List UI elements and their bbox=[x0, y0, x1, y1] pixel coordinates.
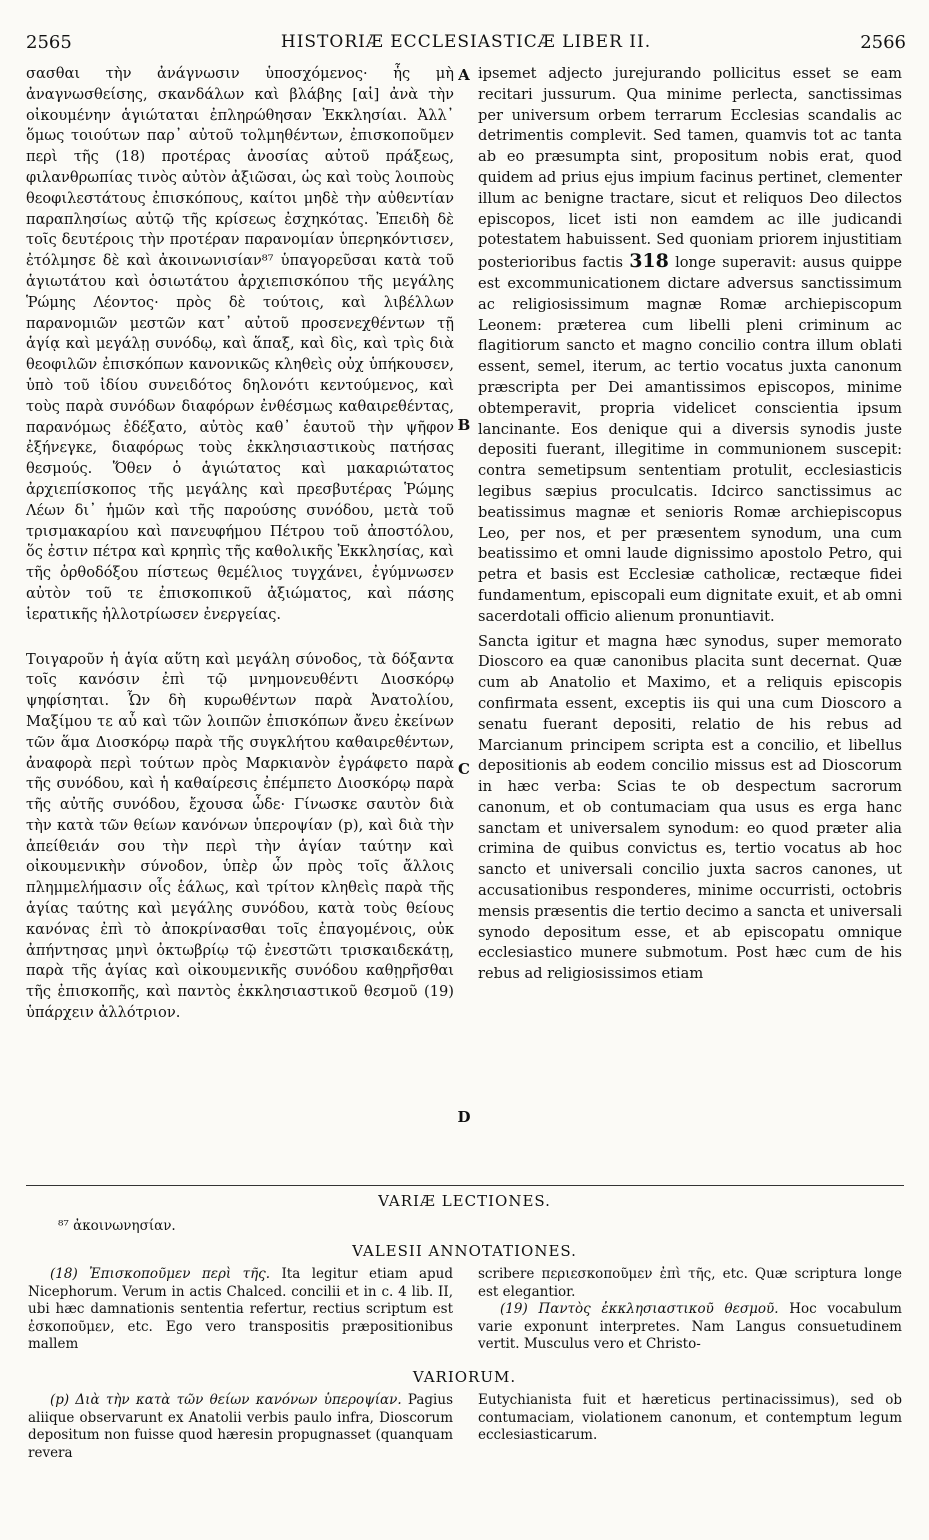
valesii-left-lemma: (18) Ἐπισκοποῦμεν περὶ τῆς. bbox=[50, 1266, 271, 1282]
page-number-right: 2566 bbox=[860, 32, 906, 53]
page-header bbox=[26, 32, 906, 58]
valesii-right-text1: scribere περιεσκοποῦμεν ἐπὶ τῆς, etc. Quæ scriptura longe est elegantior. bbox=[478, 1266, 902, 1300]
valesii-right-lemma: (19) Παντὸς ἐκκλησιαστικοῦ θεσμοῦ. bbox=[500, 1301, 779, 1318]
valesii-right-text2: Hoc vocabulum varie exponunt interpretes. Nam Langus consuetudinem vertit. Musculus vero et Christo- bbox=[478, 1301, 902, 1353]
margin-marker-c: C bbox=[458, 760, 470, 778]
variorum-left-lemma: (p) Διὰ τὴν κατὰ τῶν θείων κανόνων ὑπεροψίαν. bbox=[50, 1392, 402, 1408]
variorum-right-text: Eutychianista fuit et hæreticus pertinacissimus), sed ob contumaciam, violationem canonum, et contemptum legum ecclesiasticarum. bbox=[478, 1392, 902, 1444]
variorum-left-text: Pagius aliique observarunt ex Anatolii verbis paulo infra, Dioscorum depositum non fuisse quod hæresin propugnasset (quanquam revera bbox=[28, 1392, 453, 1461]
latin-p1-after: longe superavit: ausus quippe est excommunicationem dictare adversus sanctissimum ac religiosissimum magnæ Romæ archiepiscopum Leonem: præterea cum libelli pleni criminum ac flagitiorum sancto et magno concilio contra illum oblati essent, semel, iterum, ac tertio vocatus juxta canonum præscripta per Dei amantissimos episcopos, minime obtemperavit, propria videlicet conscientia ipsum lancinante. Eos denique qui a diversis synodis juste depositi fuerant, illegitime in communionem suscepit: contra semetipsum sententiam protulit, ecclesiasticis legibus sæpius proculcatis. Idcirco sanctissimus ac beatissimus magnæ et senioris Romæ archiepiscopus Leo, per nos, et per præsentem synodum, una cum beatissimo et omni laude dignissimo apostolo Petro, qui petra et basis est Ecclesiæ catholicæ, rectæque fidei fundamentum, episcopali eum dignitate exuit, et ab omni sacerdotali officio alienum pronuntiavit. bbox=[478, 254, 903, 625]
variae-lectiones-title: VARIÆ LECTIONES. bbox=[378, 1192, 551, 1210]
greek-column bbox=[26, 64, 454, 1024]
valesii-right-note bbox=[478, 1266, 902, 1354]
page-reference-number: 318 bbox=[629, 250, 669, 273]
running-title: HISTORIÆ ECCLESIASTICÆ LIBER II. bbox=[280, 32, 652, 52]
variorum-left-note bbox=[28, 1392, 453, 1462]
latin-paragraph-2: Sancta igitur et magna hæc synodus, super memorato Dioscoro ea quæ canonibus placita sunt decernat. Quæ cum ab Anatolio et Maximo, et a reliquis episcopis confirmata essent, exceptis iis qui una cum Dioscoro a senatu fuerant depositi, relatio de his rebus ad Marcianum principem scripta est a concilio, et libellus depositionis ab eodem concilio missus est ad Dioscorum in hæc verba: Scias te ob despectum sacrorum canonum, et ob contumaciam qua usus es erga hanc sanctam et universalem synodum: eo quod præter alia crimina de quibus convictus es, tertio vocatus ab hoc sancto et universali concilio juxta sacros canones, ut accusationibus responderes, minime occurristi, octobris mensis præsentis die tertio decimo a sancta et universali synodo depositum esse, et ab episcopatu omnique ecclesiastico munere submotum. Post hæc cum de his rebus ad religiosissimos etiam bbox=[478, 632, 902, 983]
variae-note-text: ⁸⁷ ἀκοινωνησίαν. bbox=[58, 1218, 176, 1234]
valesii-left-text: Ita legitur etiam apud Nicephorum. Verum in actis Chalced. concilii et in c. 4 lib. II, ubi hæc damnationis sententia refertur, rectius scriptum est ἐσκοποῦμεν, etc. Ego vero transpositis præpositionibus mallem bbox=[28, 1266, 453, 1353]
variorum-right-note bbox=[478, 1392, 902, 1445]
greek-paragraph-1: σασθαι τὴν ἀνάγνωσιν ὑποσχόμενος· ἧς μὴ ἀναγνωσθείσης, σκανδάλων καὶ βλάβης [αἱ] ἀνὰ τὴν οἰκουμένην ἁγιώταται ἐπληρώθησαν Ἐκκλησίαι. Ἀλλ᾽ ὅμως τοιούτων παρ᾽ αὐτοῦ τολμηθέντων, ἐπισκοποῦμεν περὶ τῆς (18) προτέρας ἀνοσίας αὐτοῦ πράξεως, φιλανθρωπίας τινὸς αὐτὸν ἀξιῶσαι, ὡς καὶ τοὺς λοιποὺς θεοφιλεστάτους ἐπισκόπους, καίτοι μηδὲ τὴν αὐθεντίαν παραπλησίως αὐτῷ τῆς κρίσεως ἐσχηκότας. Ἐπειδὴ δὲ τοῖς δευτέροις τὴν προτέραν παρανομίαν ὑπερηκόντισεν, ἐτόλμησε δὲ καὶ ἀκοινωνισίαν⁸⁷ ὑπαγορεῦσαι κατὰ τοῦ ἁγιωτάτου καὶ ὁσιωτάτου ἀρχιεπισκόπου τῆς μεγάλης Ῥώμης Λέοντος· πρὸς δὲ τούτοις, καὶ λιβέλλων παρανομιῶν μεστῶν κατ᾽ αὐτοῦ προσενεχθέντων τῇ ἁγίᾳ καὶ μεγάλῃ συνόδῳ, καὶ ἅπαξ, καὶ δὶς, καὶ τρὶς διὰ θεοφιλῶν ἐπισκόπων κανονικῶς κληθεὶς οὐχ ὑπήκουσεν, ὑπὸ τοῦ ἰδίου συνειδότος δηλονότι κεντούμενος, καὶ τοὺς παρὰ συνόδων διαφόρων ἐνθέσμως καθαιρεθέντας, παρανόμως ἐδέξατο, αὐτὸς καθ᾽ ἑαυτοῦ τὴν ψῆφον ἐξήνεγκε, διαφόρως τοὺς ἐκκλησιαστικοὺς πατήσας θεσμούς. Ὅθεν ὁ ἁγιώτατος καὶ μακαριώτατος ἀρχιεπίσκοπος τῆς μεγάλης καὶ πρεσβυτέρας Ῥώμης Λέων δι᾽ ἡμῶν καὶ τῆς παρούσης συνόδου, μετὰ τοῦ τρισμακαρίου καὶ πανευφήμου Πέτρου τοῦ ἀποστόλου, ὅς ἐστιν πέτρα καὶ κρηπὶς τῆς καθολικῆς Ἐκκλησίας, καὶ τῆς ὀρθοδόξου πίστεως θεμέλιος τυγχάνει, ἐγύμνωσεν αὐτὸν τοῦ τε ἐπισκοπικοῦ ἀξιώματος, καὶ πάσης ἱερατικῆς ἠλλοτρίωσεν ἐνεργείας. bbox=[26, 65, 454, 623]
variae-note bbox=[58, 1218, 458, 1236]
margin-marker-b: B bbox=[457, 416, 471, 434]
variorum-title: VARIORUM. bbox=[412, 1368, 517, 1386]
latin-column bbox=[478, 64, 902, 985]
page-number-left: 2565 bbox=[26, 32, 72, 53]
valesii-left-note bbox=[28, 1266, 453, 1354]
margin-marker-a: A bbox=[458, 66, 470, 84]
divider-rule bbox=[26, 1185, 904, 1186]
latin-paragraph-1 bbox=[478, 64, 902, 628]
latin-p1-before: ipsemet adjecto jurejurando pollicitus esset se eam recitari jussurum. Qua minime perlecta, sanctissimas per universum orbem terrarum Ecclesias scandalis ac detrimentis complevit. Sed tamen, quamvis tot ac tanta ab eo præsumpta sint, propositum nobis erat, quod quidem ad prius ejus impium facinus pertinet, clementer illum ac benigne tractare, sicut et reliquos Deo dilectos episcopos, licet isti non eamdem ac ille judicandi potestatem habuissent. Sed quoniam priorem injustitiam posterioribus factis bbox=[478, 65, 902, 272]
greek-paragraph-2: Τοιγαροῦν ἡ ἁγία αὕτη καὶ μεγάλη σύνοδος, τὰ δόξαντα τοῖς κανόσιν ἐπὶ τῷ μνημονευθέντι Διοσκόρῳ ψηφίσηται. Ὧν δὴ κυρωθέντων παρὰ Ἀνατολίου, Μαξίμου τε αὖ καὶ τῶν λοιπῶν ἐπισκόπων ἄνευ ἐκείνων τῶν ἅμα Διοσκόρῳ παρὰ τῆς συγκλήτου καθαιρεθέντων, ἀναφορὰ περὶ τούτων πρὸς Μαρκιανὸν ἐγράφετο παρὰ τῆς συνόδου, καὶ ἡ καθαίρεσις ἐπέμπετο Διοσκόρῳ παρὰ τῆς αὐτῆς συνόδου, ἔχουσα ὧδε· Γίνωσκε σαυτὸν διὰ τὴν κατὰ τῶν θείων κανόνων ὑπεροψίαν (p), καὶ διὰ τὴν ἀπείθειάν σου τὴν περὶ τὴν ἁγίαν ταύτην καὶ οἰκουμενικὴν σύνοδον, ὑπὲρ ὧν πρὸς τοῖς ἄλλοις πλημμελήμασιν οἷς ἑάλως, καὶ τρίτον κληθεὶς παρὰ τῆς ἁγίας ταύτης καὶ μεγάλης συνόδου, κατὰ τοὺς θείους κανόνας ἐπὶ τὸ ἀποκρίνασθαι τοῖς ἐπαγομένοις, οὐκ ἀπήντησας μηνὶ ὀκτωβρίῳ τῷ ἐνεστῶτι τρισκαιδεκάτῃ, παρὰ τῆς ἁγίας καὶ οἰκουμενικῆς συνόδου καθῃρῆσθαι τῆς ἐπισκοπῆς, καὶ παντὸς ἐκκλησιαστικοῦ θεσμοῦ (19) ὑπάρχειν ἀλλότριον. bbox=[26, 650, 454, 1022]
valesii-title: VALESII ANNOTATIONES. bbox=[352, 1242, 577, 1260]
margin-marker-d: D bbox=[457, 1108, 471, 1126]
